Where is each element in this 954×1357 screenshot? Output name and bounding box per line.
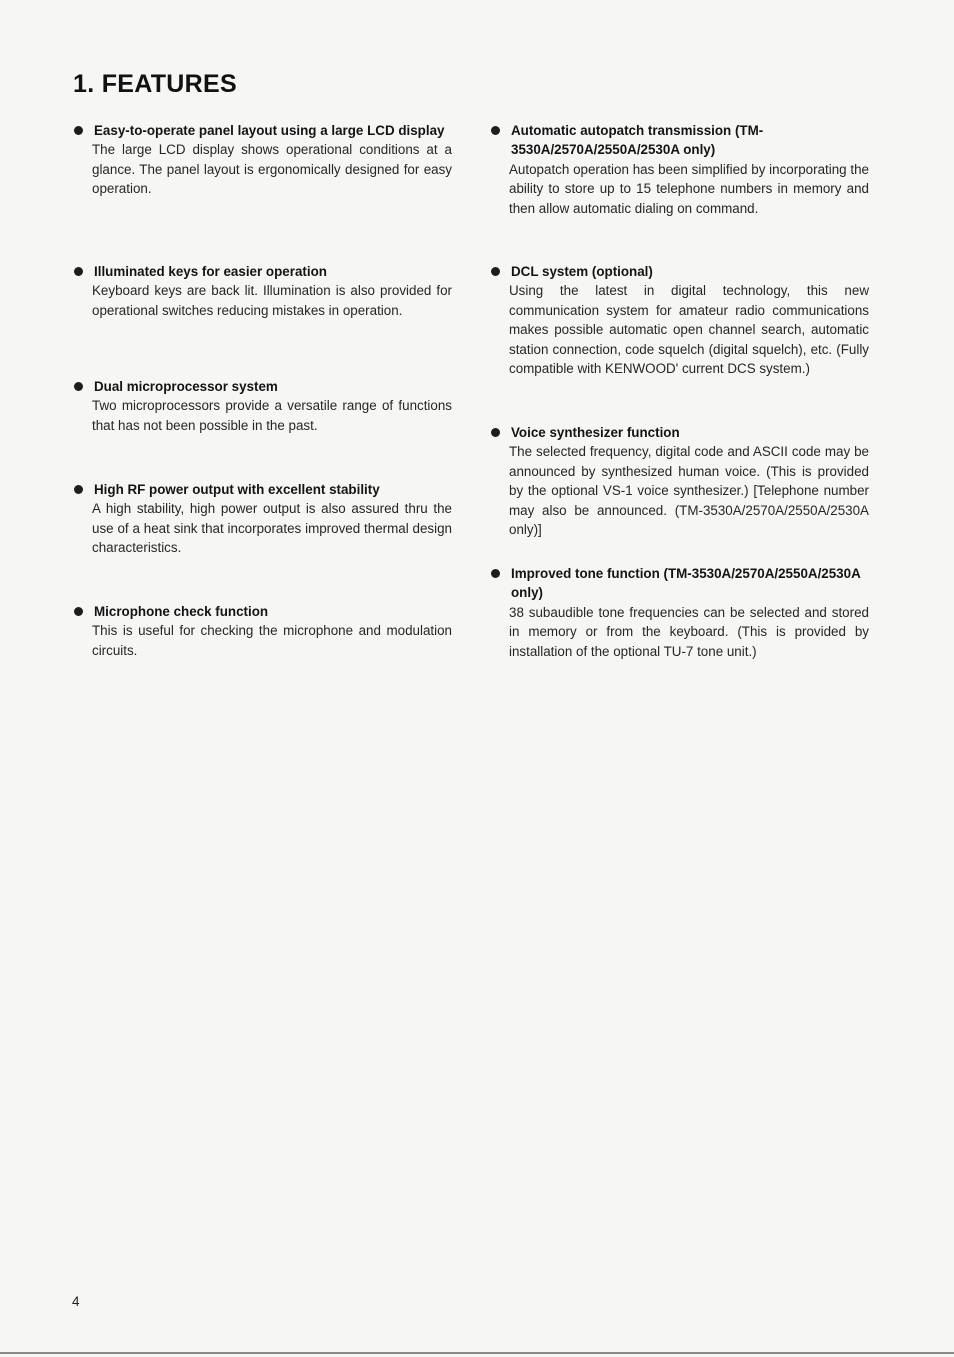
feature-item-dual-microprocessor [72,377,452,435]
feature-heading: Illuminated keys for easier operation [94,264,327,279]
feature-item-illuminated-keys [72,262,452,320]
feature-heading: Voice synthesizer function [511,425,680,440]
feature-heading: Microphone check function [94,604,269,619]
feature-heading: High RF power output with excellent stability [94,482,380,497]
page-number: 4 [72,1294,80,1309]
feature-item-tone-function [489,564,869,661]
feature-heading: Automatic autopatch transmission (TM-3530A/2570A/2550A/2530A only) [511,123,764,158]
feature-item-microphone-check [72,602,452,660]
feature-item-rf-power [72,480,452,558]
bullet-icon [74,126,83,135]
feature-description: A high stability, high power output is also assured thru the use of a heat sink that incorporates improved thermal design characteristics. [92,501,452,556]
feature-item-voice-synthesizer [489,423,869,539]
bullet-icon [491,126,500,135]
feature-item-dcl-system [489,262,869,378]
feature-heading: Easy-to-operate panel layout using a large LCD display [94,123,445,138]
feature-item-lcd-panel [72,121,452,199]
bullet-icon [74,382,83,391]
feature-item-autopatch [489,121,869,218]
feature-description: This is useful for checking the microphone and modulation circuits. [92,623,452,658]
feature-description: The selected frequency, digital code and ASCII code may be announced by synthesized human voice. (This is provided by the optional VS-1 voice synthesizer.) [Telephone number may also be announced. (TM-3530A/2570A/2550A/2530A only)] [509,444,869,538]
bullet-icon [74,485,83,494]
bullet-icon [491,569,500,578]
feature-heading: DCL system (optional) [511,264,653,279]
feature-description: Keyboard keys are back lit. Illumination is also provided for operational switches reducing mistakes in operation. [92,283,452,318]
page-title: 1. FEATURES [73,70,237,98]
feature-description: Autopatch operation has been simplified by incorporating the ability to store up to 15 telephone numbers in memory and then allow automatic dialing on command. [509,161,869,216]
feature-heading: Dual microprocessor system [94,379,278,394]
bullet-icon [491,428,500,437]
bullet-icon [74,267,83,276]
bottom-rule [0,1352,954,1354]
feature-description: 38 subaudible tone frequencies can be selected and stored in memory or from the keyboard. (This is provided by installation of the optional TU-7 tone unit.) [509,604,869,659]
feature-description: Two microprocessors provide a versatile range of functions that has not been possible in the past. [92,398,452,433]
bullet-icon [491,267,500,276]
bullet-icon [74,607,83,616]
feature-heading: Improved tone function (TM-3530A/2570A/2550A/2530A only) [511,566,861,601]
feature-description: Using the latest in digital technology, this new communication system for amateur radio communications makes possible automatic open channel search, automatic station connection, code squelch (digital squelch), etc. (Fully compatible with KENWOOD' current DCS system.) [509,283,869,377]
feature-description: The large LCD display shows operational conditions at a glance. The panel layout is ergonomically designed for easy operation. [92,142,452,197]
